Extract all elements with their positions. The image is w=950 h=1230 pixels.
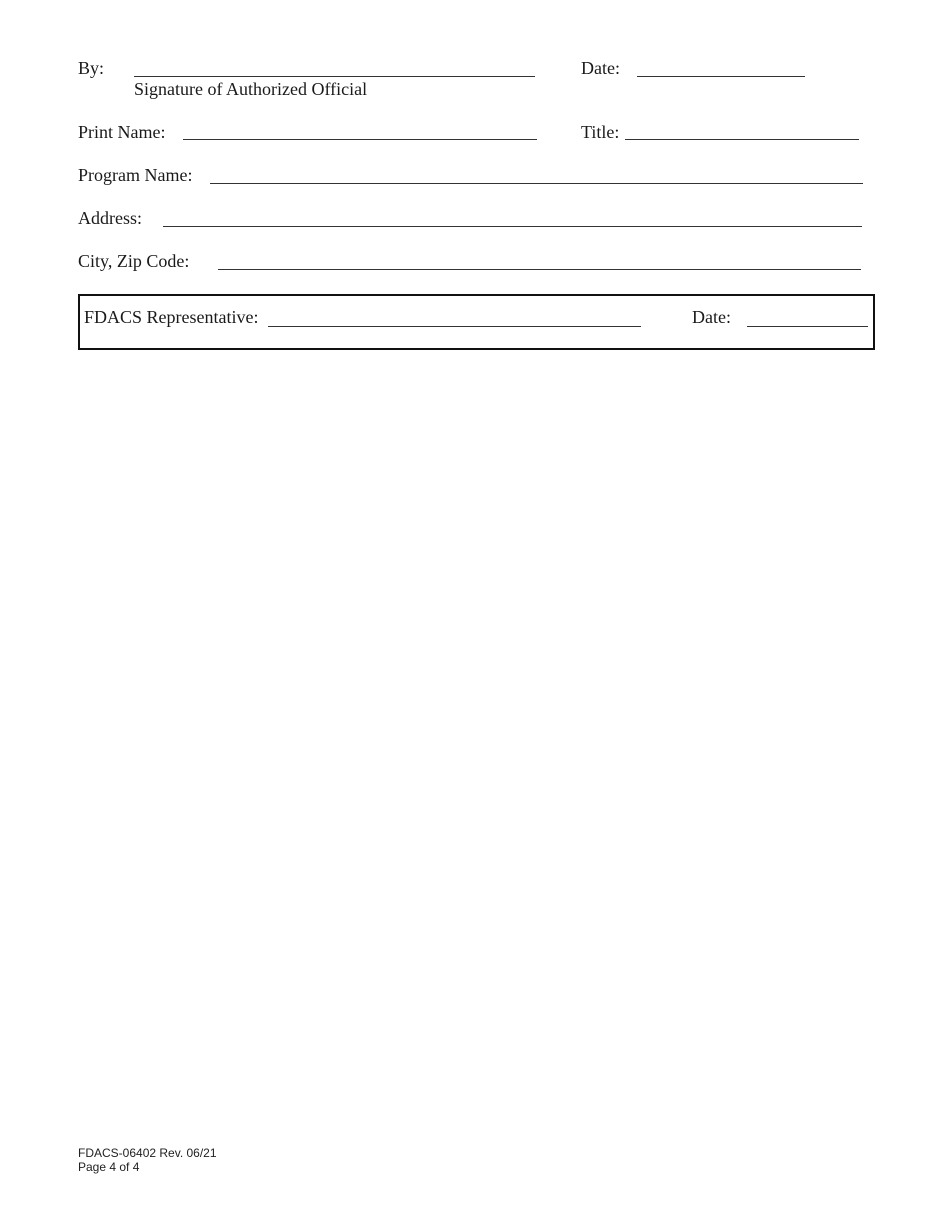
title-label: Title: — [581, 122, 620, 142]
date-field[interactable] — [637, 76, 805, 77]
representative-date-field[interactable] — [747, 326, 868, 327]
title-field[interactable] — [625, 139, 859, 140]
program-name-label: Program Name: — [78, 165, 193, 185]
print-name-label: Print Name: — [78, 122, 166, 142]
address-label: Address: — [78, 208, 142, 228]
city-zip-label: City, Zip Code: — [78, 251, 190, 271]
representative-date-label: Date: — [692, 307, 731, 327]
print-name-field[interactable] — [183, 139, 537, 140]
date-label: Date: — [581, 58, 620, 78]
representative-label: FDACS Representative: — [84, 307, 259, 327]
form-number: FDACS-06402 Rev. 06/21 — [78, 1146, 217, 1160]
by-label: By: — [78, 58, 105, 78]
address-field[interactable] — [163, 226, 862, 227]
signature-caption: Signature of Authorized Official — [134, 79, 368, 99]
city-zip-field[interactable] — [218, 269, 861, 270]
page-number: Page 4 of 4 — [78, 1160, 140, 1174]
signature-field[interactable] — [134, 76, 535, 77]
program-name-field[interactable] — [210, 183, 863, 184]
representative-field[interactable] — [268, 326, 641, 327]
